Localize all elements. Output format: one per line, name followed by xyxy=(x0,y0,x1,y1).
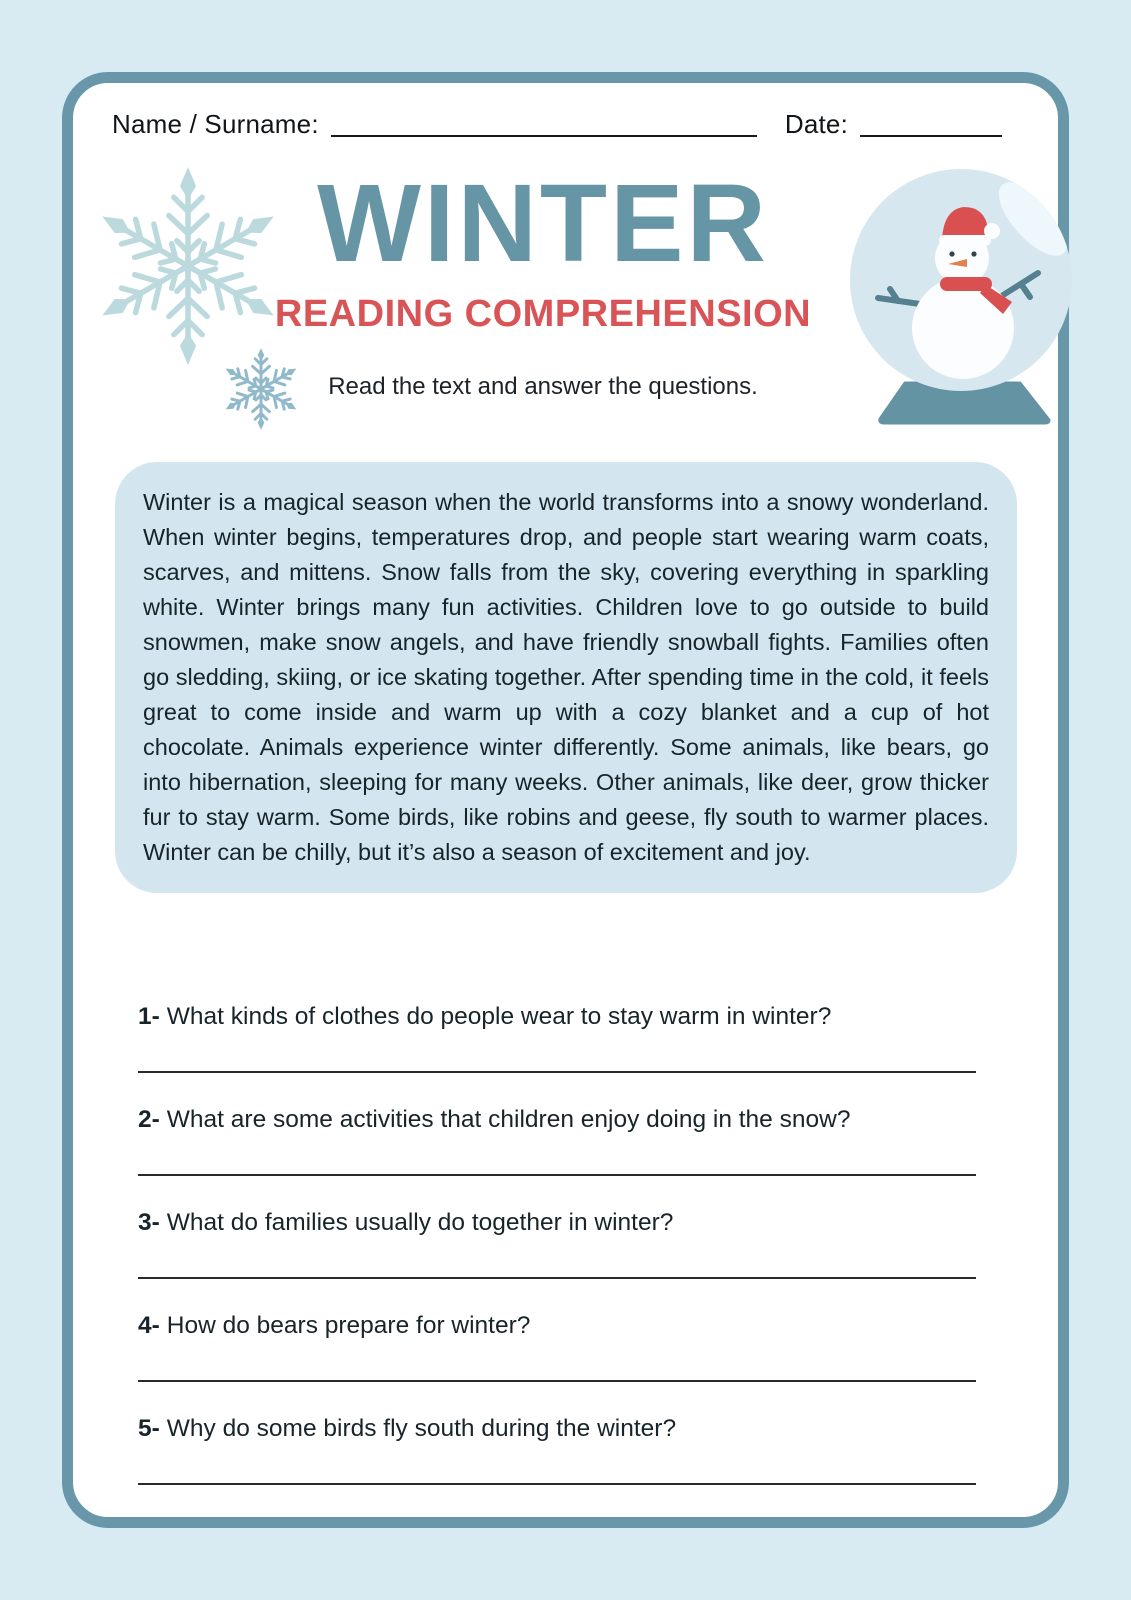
question-item-5 xyxy=(138,1415,976,1485)
name-label: Name / Surname: xyxy=(112,109,319,139)
answer-line xyxy=(138,1277,976,1279)
answer-line xyxy=(138,1071,976,1073)
question-item-4 xyxy=(138,1312,976,1382)
answer-line xyxy=(138,1380,976,1382)
reading-passage-box xyxy=(115,462,1017,893)
question-text xyxy=(138,1415,976,1443)
hero-section xyxy=(263,162,823,401)
page-subtitle: READING COMPREHENSION xyxy=(274,293,812,335)
name-blank-line xyxy=(331,109,757,137)
question-item-3 xyxy=(138,1209,976,1279)
question-label: What do families usually do together in winter? xyxy=(166,1209,674,1236)
question-label: What kinds of clothes do people wear to stay warm in winter? xyxy=(166,1003,832,1030)
snow-globe-snowman-icon xyxy=(840,167,1080,429)
answer-line xyxy=(138,1174,976,1176)
page-title: WINTER xyxy=(317,162,769,285)
date-blank-line xyxy=(860,109,1002,137)
question-label: What are some activities that children enjoy doing in the snow? xyxy=(166,1106,851,1133)
question-item-1 xyxy=(138,1003,976,1073)
question-text xyxy=(138,1003,976,1031)
question-number: 5- xyxy=(138,1415,160,1442)
answer-line xyxy=(138,1483,976,1485)
snowflake-icon xyxy=(87,165,289,367)
question-item-2 xyxy=(138,1106,976,1176)
question-label: Why do some birds fly south during the winter? xyxy=(166,1415,677,1442)
instruction-text: Read the text and answer the questions. xyxy=(328,372,758,400)
date-label: Date: xyxy=(784,109,848,139)
question-number: 2- xyxy=(138,1106,160,1133)
question-text xyxy=(138,1312,976,1340)
reading-passage-text: Winter is a magical season when the world transforms into a snowy wonderland. When winter begins, temperatures drop, and people start wearing warm coats, scarves, and mittens. Snow falls from the sky, covering everything in sparkling white. Winter brings many fun activities. Children love to go outside to build snowmen, make snow angels, and have friendly snowball fights. Families often go sledding, skiing, or ice skating together. After spending time in the cold, it feels great to come inside and warm up with a cozy blanket and a cup of hot chocolate. Animals experience winter differently. Some animals, like bears, go into hibernation, sleeping for many weeks. Other animals, like deer, grow thicker fur to stay warm. Some birds, like robins and geese, fly south to warmer places. Winter can be chilly, but it’s also a season of excitement and joy. xyxy=(143,489,989,865)
question-text xyxy=(138,1209,976,1237)
question-number: 4- xyxy=(138,1312,160,1339)
questions-section xyxy=(138,1003,976,1518)
question-label: How do bears prepare for winter? xyxy=(166,1312,531,1339)
worksheet-card xyxy=(62,72,1069,1528)
question-number: 1- xyxy=(138,1003,160,1030)
question-number: 3- xyxy=(138,1209,160,1236)
worksheet-header xyxy=(112,109,1002,140)
question-text xyxy=(138,1106,976,1134)
